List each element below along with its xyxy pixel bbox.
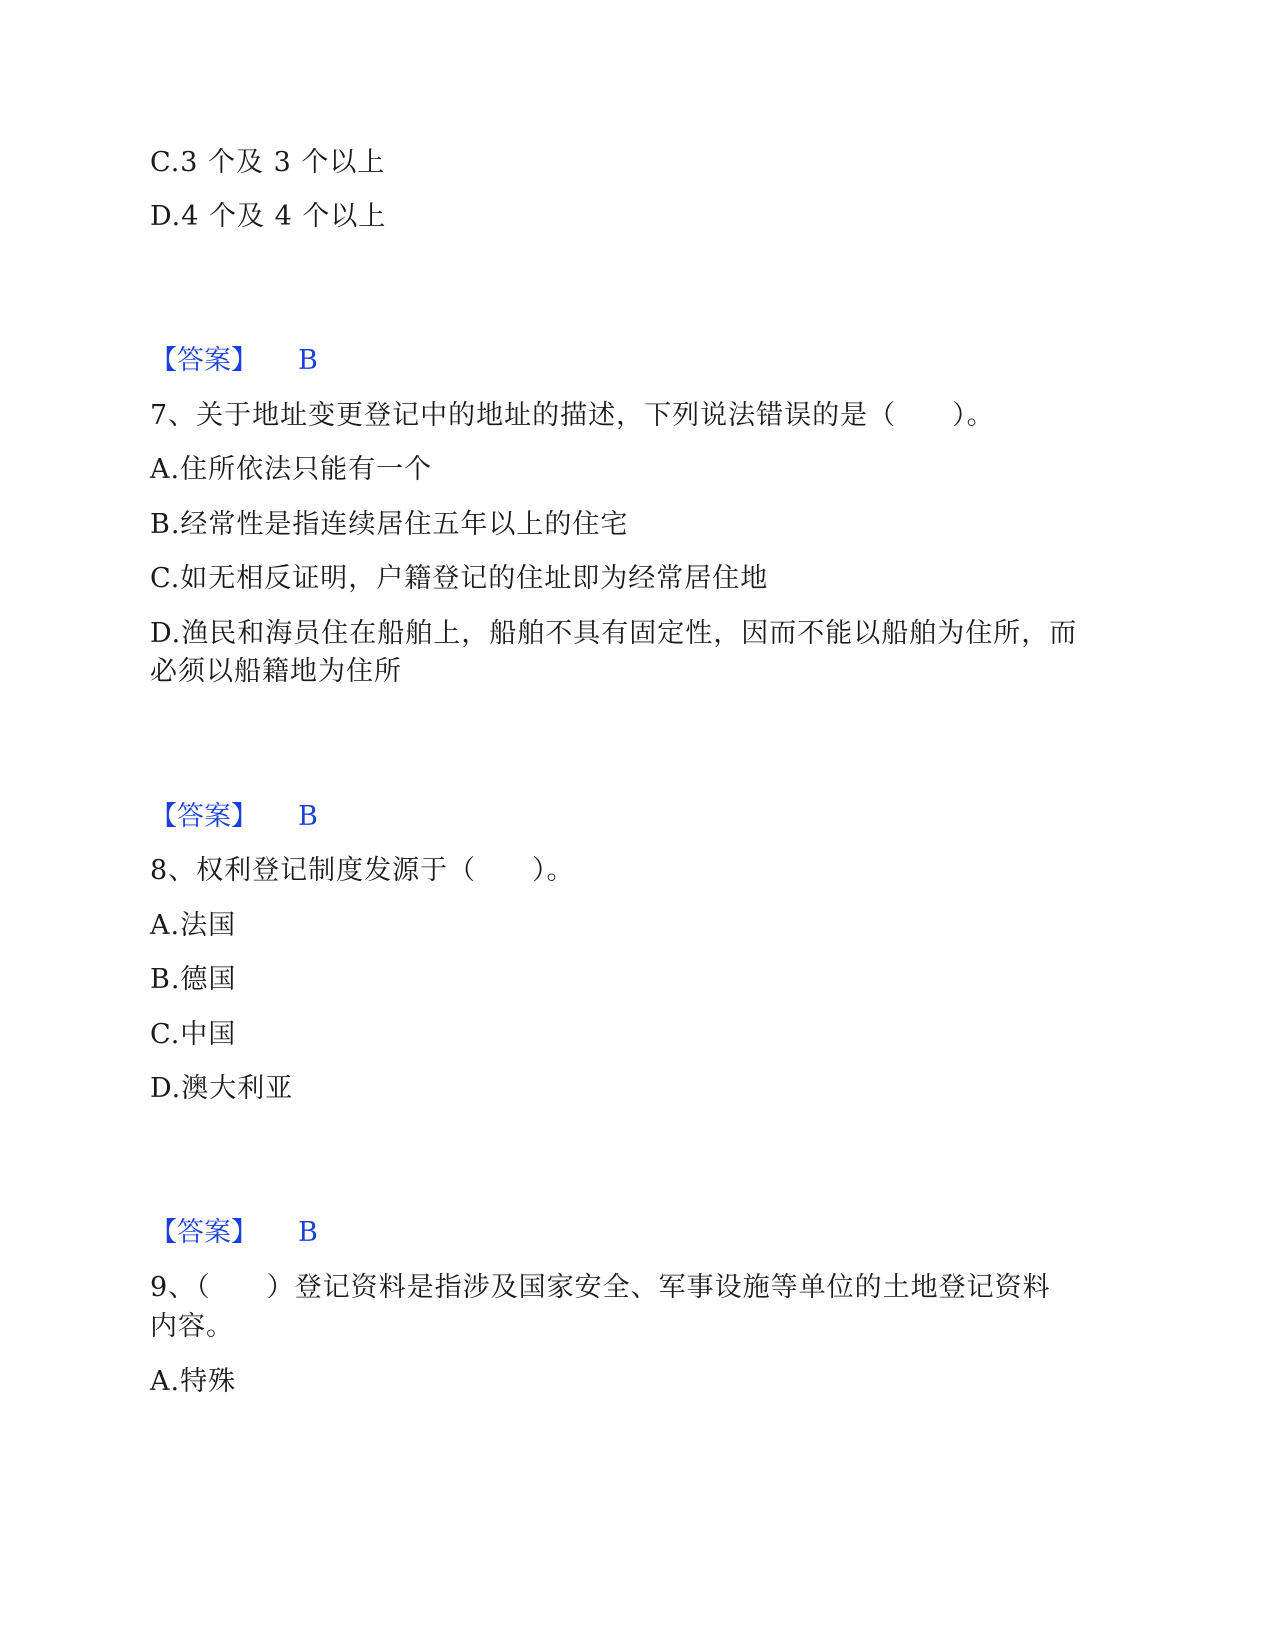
q6-option-c: C.3 个及 3 个以上 <box>150 147 386 178</box>
q8-option-a: A.法国 <box>150 910 237 941</box>
q8-stem: 8、权利登记制度发源于（ ）。 <box>150 855 575 886</box>
q8-option-b: B.德国 <box>150 964 237 995</box>
q7-option-c: C.如无相反证明，户籍登记的住址即为经常居住地 <box>150 563 769 594</box>
q8-option-d: D.澳大利亚 <box>150 1073 294 1104</box>
q6-answer <box>150 341 318 381</box>
answer-value: B <box>298 1217 318 1248</box>
answer-label: 【答案】 <box>150 801 258 832</box>
q9-stem: 9、（ ）登记资料是指涉及国家安全、军事设施等单位的土地登记资料 <box>150 1272 1051 1303</box>
answer-label: 【答案】 <box>150 345 258 376</box>
q7-option-d-cont: 必须以船籍地为住所 <box>150 656 402 687</box>
q7-option-d: D.渔民和海员住在船舶上，船舶不具有固定性，因而不能以船舶为住所，而 <box>150 618 1078 649</box>
q7-answer <box>150 797 318 837</box>
q7-option-b: B.经常性是指连续居住五年以上的住宅 <box>150 509 629 540</box>
q7-stem: 7、关于地址变更登记中的地址的描述，下列说法错误的是（ ）。 <box>150 400 995 431</box>
q9-stem-cont: 内容。 <box>150 1311 234 1342</box>
q8-answer <box>150 1213 318 1253</box>
q7-option-a: A.住所依法只能有一个 <box>150 454 433 485</box>
q6-option-d: D.4 个及 4 个以上 <box>150 201 387 232</box>
answer-value: B <box>298 345 318 376</box>
answer-value: B <box>298 801 318 832</box>
q8-option-c: C.中国 <box>150 1019 237 1050</box>
q9-option-a: A.特殊 <box>150 1366 237 1397</box>
answer-label: 【答案】 <box>150 1217 258 1248</box>
